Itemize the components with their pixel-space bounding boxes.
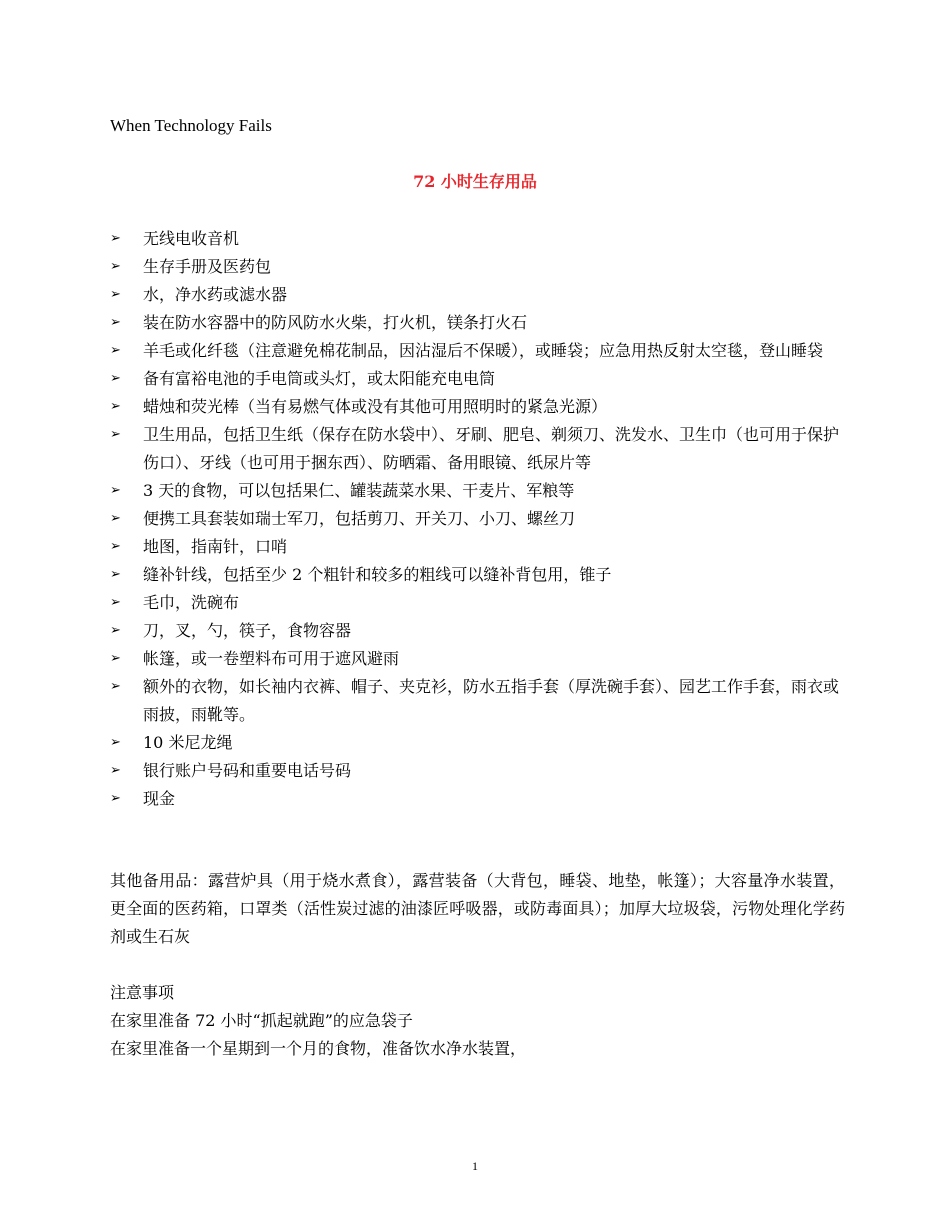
- arrow-bullet-icon: ➢: [110, 259, 121, 274]
- list-item-text: 无线电收音机: [143, 229, 240, 248]
- arrow-bullet-icon: ➢: [110, 763, 121, 778]
- notes-heading: 注意事项: [110, 983, 175, 1002]
- notes-line: 在家里准备 72 小时“抓起就跑”的应急袋子: [110, 1011, 413, 1030]
- list-item-text: 装在防水容器中的防风防水火柴，打火机，镁条打火石: [143, 313, 528, 332]
- list-item-text: 生存手册及医药包: [143, 257, 272, 276]
- arrow-bullet-icon: ➢: [110, 231, 121, 246]
- list-item: [110, 393, 845, 421]
- arrow-bullet-icon: ➢: [110, 595, 121, 610]
- list-item-text: 蜡烛和荧光棒（当有易燃气体或没有其他可用照明时的紧急光源）: [143, 397, 608, 416]
- list-item: [110, 617, 845, 645]
- list-item-text: 帐篷，或一卷塑料布可用于遮风避雨: [143, 649, 400, 668]
- arrow-bullet-icon: ➢: [110, 287, 121, 302]
- list-item-text: 刀，叉，勺，筷子，食物容器: [143, 621, 352, 640]
- notes-line: 在家里准备一个星期到一个月的食物，准备饮水净水装置，: [110, 1039, 527, 1058]
- list-item-text: 羊毛或化纤毯（注意避免棉花制品，因沾湿后不保暖），或睡袋；应急用热反射太空毯，登山睡袋: [143, 341, 824, 360]
- list-item-text: 缝补针线，包括至少 2 个粗针和较多的粗线可以缝补背包用，锥子: [143, 565, 612, 584]
- list-item: [110, 785, 845, 813]
- list-item-text: 银行账户号码和重要电话号码: [143, 761, 352, 780]
- list-item-text: 毛巾，洗碗布: [143, 593, 240, 612]
- list-item-text: 水，净水药或滤水器: [143, 285, 288, 304]
- other-supplies-paragraph: 其他备用品：露营炉具（用于烧水煮食），露营装备（大背包，睡袋、地垫，帐篷）；大容量净水装置，更全面的医药箱，口罩类（活性炭过滤的油漆匠呼吸器，或防毒面具）；加厚大垃圾袋，污物处理化学药剂或生石灰: [110, 871, 845, 946]
- arrow-bullet-icon: ➢: [110, 791, 121, 806]
- list-item-text: 地图，指南针，口哨: [143, 537, 288, 556]
- list-item: [110, 477, 845, 505]
- arrow-bullet-icon: ➢: [110, 343, 121, 358]
- list-item: [110, 505, 845, 533]
- list-item: [110, 253, 845, 281]
- arrow-bullet-icon: ➢: [110, 511, 121, 526]
- list-item-text: 3 天的食物，可以包括果仁、罐装蔬菜水果、干麦片、军粮等: [143, 481, 575, 500]
- page-number: 1: [472, 1159, 478, 1173]
- list-item-text: 便携工具套装如瑞士军刀，包括剪刀、开关刀、小刀、螺丝刀: [143, 509, 576, 528]
- arrow-bullet-icon: ➢: [110, 399, 121, 414]
- list-item: [110, 337, 845, 365]
- page-title: 72 小时生存用品: [413, 172, 537, 191]
- list-item-text: 卫生用品，包括卫生纸（保存在防水袋中）、牙刷、肥皂、剃须刀、洗发水、卫生巾（也可用于保护伤口）、牙线（也可用于捆东西）、防晒霜、备用眼镜、纸尿片等: [143, 425, 840, 472]
- list-item: [110, 365, 845, 393]
- document-header: When Technology Fails: [110, 116, 272, 135]
- list-item: [110, 533, 845, 561]
- arrow-bullet-icon: ➢: [110, 371, 121, 386]
- arrow-bullet-icon: ➢: [110, 735, 121, 750]
- list-item: [110, 225, 845, 253]
- arrow-bullet-icon: ➢: [110, 427, 121, 442]
- list-item-text: 10 米尼龙绳: [143, 733, 233, 752]
- list-item: [110, 673, 845, 729]
- arrow-bullet-icon: ➢: [110, 539, 121, 554]
- list-item: [110, 309, 845, 337]
- list-item: [110, 729, 845, 757]
- arrow-bullet-icon: ➢: [110, 623, 121, 638]
- list-item-text: 额外的衣物，如长袖内衣裤、帽子、夹克衫，防水五指手套（厚洗碗手套）、园艺工作手套，雨衣或雨披，雨靴等。: [143, 677, 840, 724]
- list-item-text: 现金: [143, 789, 176, 808]
- arrow-bullet-icon: ➢: [110, 567, 121, 582]
- list-item: [110, 645, 845, 673]
- arrow-bullet-icon: ➢: [110, 483, 121, 498]
- list-item: [110, 757, 845, 785]
- list-item: [110, 561, 845, 589]
- list-item: [110, 589, 845, 617]
- arrow-bullet-icon: ➢: [110, 679, 121, 694]
- list-item: [110, 281, 845, 309]
- list-item: [110, 421, 845, 477]
- list-item-text: 备有富裕电池的手电筒或头灯，或太阳能充电电筒: [143, 369, 496, 388]
- arrow-bullet-icon: ➢: [110, 315, 121, 330]
- arrow-bullet-icon: ➢: [110, 651, 121, 666]
- supply-list: [110, 225, 845, 813]
- notes-section: [110, 979, 845, 1063]
